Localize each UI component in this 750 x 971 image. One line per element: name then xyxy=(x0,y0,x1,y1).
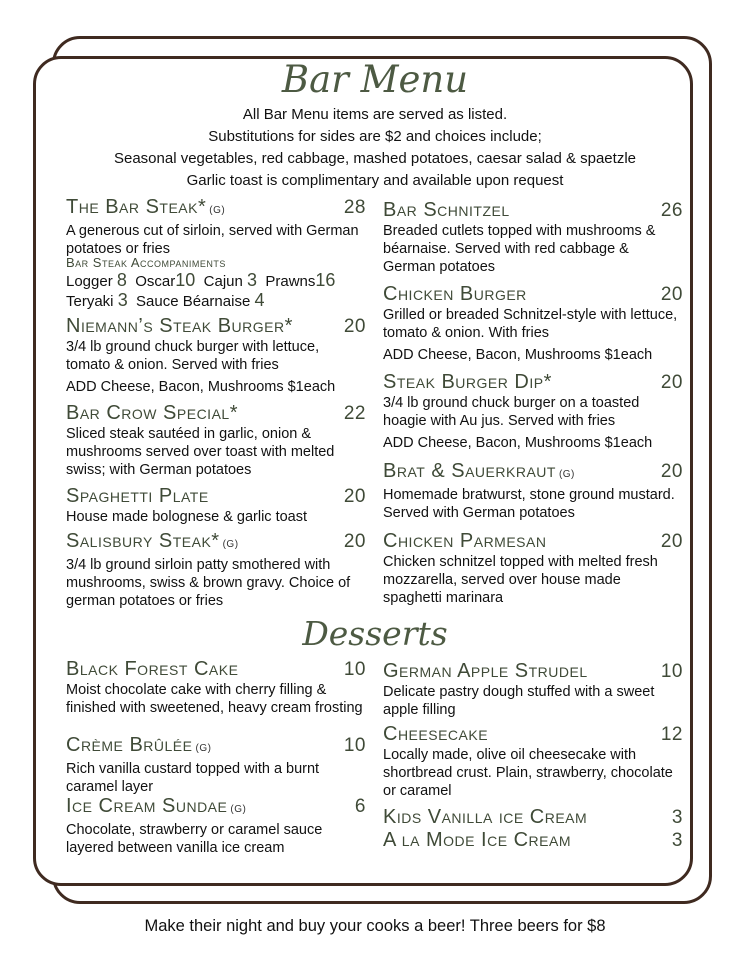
item-description: Chicken schnitzel topped with melted fresh mozzarella, served over house made spaghetti marinara xyxy=(383,554,658,606)
item-description: Grilled or breaded Schnitzel-style with lettuce, tomato & onion. With fries xyxy=(383,307,678,341)
item-description: Breaded cutlets topped with mushrooms & béarnaise. Served with red cabbage & German potatoes xyxy=(383,223,656,275)
accompaniments-row xyxy=(66,291,366,311)
accompaniment-name: Sauce Béarnaise xyxy=(136,293,251,310)
item-price: 20 xyxy=(660,461,683,482)
item-description: Sliced steak sautéed in garlic, onion & mushrooms served over toast with melted swiss; with German potatoes xyxy=(66,426,335,478)
menu-title: Bar Menu xyxy=(281,58,469,101)
item-description: 3/4 lb ground chuck burger with lettuce, tomato & onion. Served with fries xyxy=(66,339,320,373)
accompaniment-price: 3 xyxy=(117,290,128,310)
item-description: Homemade bratwurst, stone ground mustard. Served with German potatoes xyxy=(383,487,675,521)
menu-item-salisbury xyxy=(66,530,366,610)
item-price: 10 xyxy=(343,735,366,756)
item-name: Niemann’s Steak Burger* xyxy=(66,315,293,337)
item-price: 3 xyxy=(671,807,683,828)
item-price: 10 xyxy=(660,661,683,682)
item-price: 20 xyxy=(343,316,366,337)
accompaniment-name: Oscar xyxy=(135,273,176,290)
dessert-creme-brulee xyxy=(66,734,366,796)
item-name: The Bar Steak* xyxy=(66,196,207,218)
dessert-kids-ice-cream xyxy=(383,806,683,829)
item-addon: ADD Cheese, Bacon, Mushrooms $1each xyxy=(383,347,653,363)
item-description: 3/4 lb ground chuck burger on a toasted hoagie with Au jus. Served with fries xyxy=(383,395,640,429)
item-price: 6 xyxy=(354,796,366,817)
item-name: Bar Schnitzel xyxy=(383,199,510,221)
menu-item-niemann-burger xyxy=(66,315,366,396)
footer-note: Make their night and buy your cooks a beer! Three beers for $8 xyxy=(144,917,606,935)
item-description: Chocolate, strawberry or caramel sauce layered between vanilla ice cream xyxy=(66,822,323,856)
item-price: 20 xyxy=(660,531,683,552)
item-price: 10 xyxy=(343,659,366,680)
item-price: 20 xyxy=(660,284,683,305)
accompaniment-price: 16 xyxy=(315,270,336,290)
menu-item-chicken-burger xyxy=(383,283,683,364)
item-name: Black Forest Cake xyxy=(66,658,239,680)
intro-line: Seasonal vegetables, red cabbage, mashed potatoes, caesar salad & spaetzle xyxy=(113,150,636,167)
intro-line: All Bar Menu items are served as listed. xyxy=(242,106,508,123)
item-addon: ADD Cheese, Bacon, Mushrooms $1each xyxy=(66,379,336,395)
item-price: 20 xyxy=(343,531,366,552)
item-name: Bar Crow Special* xyxy=(66,402,238,424)
menu-item-parmesan xyxy=(383,530,683,607)
menu-intro xyxy=(0,104,750,192)
menu-item-spaghetti xyxy=(66,485,366,526)
gluten-tag: (G) xyxy=(209,205,226,216)
item-name: Chicken Parmesan xyxy=(383,530,547,552)
item-name: Crème Brûlée xyxy=(66,734,193,756)
accompaniment-price: 3 xyxy=(247,270,258,290)
menu-item-bar-steak xyxy=(66,196,366,258)
accompaniment-name: Logger xyxy=(66,273,113,290)
accompaniment-price: 4 xyxy=(254,290,265,310)
item-price: 12 xyxy=(660,724,683,745)
item-name: Steak Burger Dip* xyxy=(383,371,552,393)
item-price: 26 xyxy=(660,200,683,221)
item-name: Salisbury Steak* xyxy=(66,530,220,552)
item-price: 20 xyxy=(660,372,683,393)
accompaniment-name: Prawns xyxy=(265,273,316,290)
item-description: A generous cut of sirloin, served with German potatoes or fries xyxy=(66,223,359,257)
accompaniments-row xyxy=(66,271,366,291)
item-name: A la Mode Ice Cream xyxy=(383,829,571,851)
intro-line: Substitutions for sides are $2 and choices include; xyxy=(208,128,542,145)
item-description: 3/4 lb ground sirloin patty smothered with mushrooms, swiss & brown gravy. Choice of german potatoes or fries xyxy=(66,557,351,609)
dessert-cheesecake xyxy=(383,723,683,800)
gluten-tag: (G) xyxy=(195,743,212,754)
item-name: Chicken Burger xyxy=(383,283,527,305)
item-description: Rich vanilla custard topped with a burnt caramel layer xyxy=(66,761,320,795)
dessert-apple-strudel xyxy=(383,660,683,719)
accompaniment-price: 10 xyxy=(175,270,196,290)
desserts-title: Desserts xyxy=(302,614,448,653)
accompaniment-name: Cajun xyxy=(203,273,243,290)
item-name: Spaghetti Plate xyxy=(66,485,209,507)
item-price: 20 xyxy=(343,486,366,507)
menu-item-steak-dip xyxy=(383,371,683,452)
gluten-tag: (G) xyxy=(222,539,239,550)
item-description: House made bolognese & garlic toast xyxy=(66,509,308,525)
intro-line: Garlic toast is complimentary and available upon request xyxy=(186,172,564,189)
gluten-tag: (G) xyxy=(558,469,575,480)
item-name: Kids Vanilla ice Cream xyxy=(383,806,588,828)
item-name: Cheesecake xyxy=(383,723,489,745)
dessert-black-forest xyxy=(66,658,366,717)
menu-item-schnitzel xyxy=(383,199,683,276)
item-price: 22 xyxy=(343,403,366,424)
menu-item-brat xyxy=(383,460,683,522)
item-name: Ice Cream Sundae xyxy=(66,795,228,817)
item-price: 3 xyxy=(671,830,683,851)
item-price: 28 xyxy=(343,197,366,218)
accompaniment-price: 8 xyxy=(116,270,127,290)
accompaniment-name: Teryaki xyxy=(66,293,114,310)
dessert-sundae xyxy=(66,795,366,857)
dessert-a-la-mode xyxy=(383,829,683,852)
item-name: Brat & Sauerkraut xyxy=(383,460,556,482)
accompaniments-title: Bar Steak Accompaniments xyxy=(66,255,226,270)
item-description: Moist chocolate cake with cherry filling & finished with sweetened, heavy cream frosting xyxy=(66,682,363,716)
menu-item-bar-crow xyxy=(66,402,366,479)
item-addon: ADD Cheese, Bacon, Mushrooms $1each xyxy=(383,435,653,451)
gluten-tag: (G) xyxy=(230,804,247,815)
accompaniments xyxy=(66,255,366,311)
item-description: Locally made, olive oil cheesecake with shortbread crust. Plain, strawberry, chocolate or caramel xyxy=(383,747,673,799)
item-name: German Apple Strudel xyxy=(383,660,588,682)
item-description: Delicate pastry dough stuffed with a sweet apple filling xyxy=(383,684,655,718)
